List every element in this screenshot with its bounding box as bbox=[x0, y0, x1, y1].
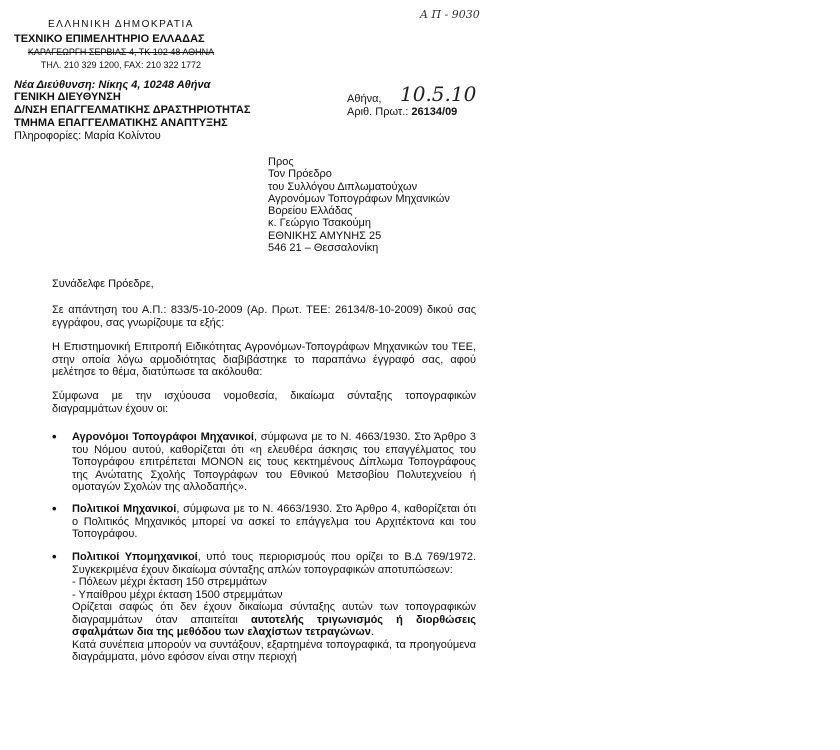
corner-handwritten-note: Α Π - 9030 bbox=[420, 8, 480, 21]
bullet-civil-engineers bbox=[52, 503, 476, 541]
protocol-row bbox=[347, 106, 457, 118]
continuation-text: Ορίζεται σαφώς ότι δεν έχουν δικαίωμα σύνταξης αυτών των τοπογραφικών διαγραμμάτων όταν απαιτείται bbox=[72, 601, 476, 626]
recipient-line: κ. Γεώργιο Τσακούμη bbox=[268, 217, 371, 230]
recipient-line: Βορείου Ελλάδας bbox=[268, 205, 353, 218]
recipient-line: 546 21 – Θεσσαλονίκη bbox=[268, 242, 379, 255]
bullet-dot: • bbox=[52, 429, 57, 444]
department-professional-development: ΤΜΗΜΑ ΕΠΑΓΓΕΛΜΑΤΙΚΗΣ ΑΝΑΠΤΥΞΗΣ bbox=[14, 117, 228, 129]
paragraph-committee: Η Επιστημονική Επιτροπή Ειδικότητας Αγρονόμων-Τοπογράφων Μηχανικών του ΤΕΕ, στην οποία λόγω αρμοδιότητας διαβιβάστηκε το παραπάνω έγγραφό σας, αφού μελέτησε το θέμα, διατύπωσε τα ακόλουθα: bbox=[52, 341, 476, 378]
department-professional-activity: Δ/ΝΣΗ ΕΠΑΓΓΕΛΜΑΤΙΚΗΣ ΔΡΑΣΤΗΡΙΟΤΗΤΑΣ bbox=[14, 104, 251, 116]
bullet-title: Αγρονόμοι Τοπογράφοι Μηχανικοί bbox=[72, 431, 254, 443]
recipient-line: του Συλλόγου Διπλωματούχων bbox=[268, 180, 418, 193]
protocol-label: Αριθ. Πρωτ.: bbox=[347, 106, 409, 118]
paragraph-reply: Σε απάντηση του Α.Π.: 833/5-10-2009 (Αρ. Πρωτ. ΤΕΕ: 26134/8-10-2009) δικού σας εγγράφου, σας γνωρίζουμε τα εξής: bbox=[52, 304, 476, 329]
old-address: ΚΑΡΑΓΕΩΡΓΗ ΣΕΡΒΙΑΣ 4, ΤΚ 102 48 ΑΘΗΝΑ bbox=[27, 47, 215, 57]
bullet-civil-sub-engineers bbox=[52, 551, 476, 664]
bullet-text bbox=[72, 503, 476, 541]
republic-heading: ΕΛΛΗΝΙΚΗ ΔΗΜΟΚΡΑΤΙΑ bbox=[48, 19, 194, 30]
bullet-body: , σύμφωνα με το Ν. 4663/1930. Στο Άρθρο 3 του Νόμου αυτού, καθορίζεται ότι «η ελευθέρα άσκησις του επαγγέλματος του Τοπογράφου επιτρέπεται ΜΟΝΟΝ εις τους κεκτημένους Δίπλωμα Τοπογράφους της Ανώτατης Σχολής Τοπογράφων του Εθνικού Μετσοβίου Πολυτεχνείου ή ομοταγών Σχολών της αλλοδαπής». bbox=[72, 431, 477, 493]
bullet-last-line: Κατά συνέπεια μπορούν να συντάξουν, εξαρτημένα τοπογραφικά, τα προηγούμενα διαγράμματα, μόνο εφόσον είναι στην περιοχή bbox=[72, 638, 476, 663]
bullet-dot: • bbox=[52, 549, 57, 564]
phone-fax: ΤΗΛ. 210 329 1200, FAX: 210 322 1772 bbox=[40, 60, 202, 70]
bullet-text bbox=[72, 551, 476, 576]
bullet-continuation bbox=[72, 601, 476, 639]
bullet-surveyors bbox=[52, 431, 476, 494]
bullet-text bbox=[72, 431, 476, 494]
greeting: Συνάδελφε Πρόεδρε, bbox=[52, 278, 154, 290]
continuation-bold: αυτοτελής τριγωνισμός ή διορθώσεις σφαλμάτων δια της μεθόδου των ελαχίστων τετραγώνων bbox=[72, 613, 476, 638]
list-item: - Υπαίθρου μέχρι έκταση 1500 στρεμμάτων bbox=[72, 588, 283, 601]
list-item: - Πόλεων μέχρι έκταση 150 στρεμμάτων bbox=[72, 576, 267, 588]
paragraph-legislation: Σύμφωνα με την ισχύουσα νομοθεσία, δικαίωμα σύνταξης τοπογραφικών διαγραμμάτων έχουν οι: bbox=[52, 390, 476, 415]
recipient-line: Προς bbox=[268, 156, 294, 168]
place-label: Αθήνα, bbox=[347, 93, 382, 105]
recipient-block bbox=[268, 156, 450, 254]
bullet-body: , υπό τους περιορισμούς που ορίζει το Β.Δ 769/1972. Συγκεκριμένα έχουν δικαίωμα σύνταξης απλών τοπογραφικών αποτυπώσεων: bbox=[72, 551, 476, 576]
bullet-body: , σύμφωνα με το Ν. 4663/1930. Στο Άρθρο 4, καθορίζεται ότι ο Πολιτικός Μηχανικός μπορεί να ασκεί το επάγγελμα του Αρχιτέκτονα και του Τοπογράφου. bbox=[72, 503, 477, 540]
new-address: Νέα Διεύθυνση: Νίκης 4, 10248 Αθήνα bbox=[14, 79, 211, 91]
bullet-title: Πολιτικοί Μηχανικοί bbox=[72, 503, 177, 515]
handwritten-date: 10.5.10 bbox=[400, 82, 477, 106]
info-contact: Πληροφορίες: Μαρία Κολίντου bbox=[14, 130, 161, 142]
protocol-number: 26134/09 bbox=[411, 106, 458, 118]
recipient-line: ΕΘΝΙΚΗΣ ΑΜΥΝΗΣ 25 bbox=[268, 229, 382, 242]
department-general: ΓΕΝΙΚΗ ΔΙΕΥΘΥΝΣΗ bbox=[14, 91, 121, 103]
chamber-name: ΤΕΧΝΙΚΟ ΕΠΙΜΕΛΗΤΗΡΙΟ ΕΛΛΑΔΑΣ bbox=[14, 33, 205, 45]
recipient-line: Αγρονόμων Τοπογράφων Μηχανικών bbox=[268, 192, 450, 205]
bullet-title: Πολιτικοί Υπομηχανικοί bbox=[72, 551, 198, 563]
continuation-end: . bbox=[370, 626, 374, 638]
bullet-dot: • bbox=[52, 501, 57, 516]
recipient-line: Τον Πρόεδρο bbox=[268, 168, 332, 181]
